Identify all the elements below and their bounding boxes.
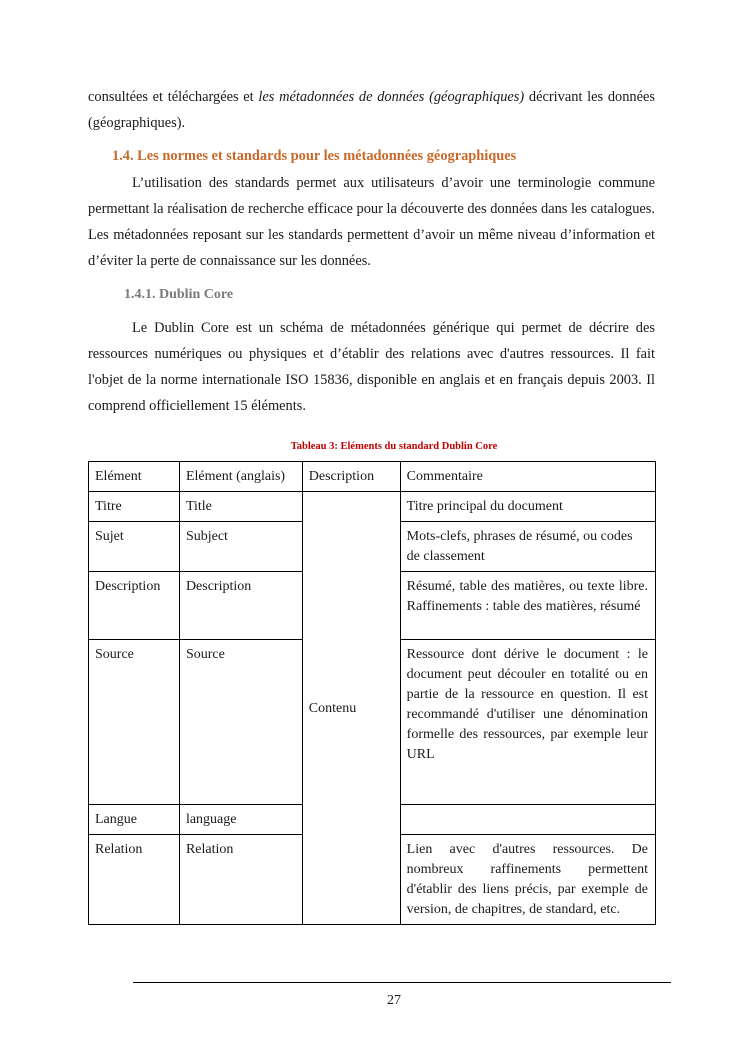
section-heading-1-4-1: 1.4.1. Dublin Core: [124, 287, 234, 302]
header-element-english: Elément (anglais): [179, 462, 302, 492]
section-heading-1-4: 1.4. Les normes et standards pour les métadonnées géographiques: [112, 148, 517, 164]
header-description: Description: [302, 462, 400, 492]
cell-element: Sujet: [89, 522, 180, 572]
intro-paragraph: [88, 84, 655, 136]
cell-element: Source: [89, 640, 180, 805]
cell-comment: Titre principal du document: [400, 492, 655, 522]
header-element: Elément: [89, 462, 180, 492]
footer-divider: [133, 982, 671, 983]
cell-english: Title: [179, 492, 302, 522]
cell-element: Titre: [89, 492, 180, 522]
table-header-row: [89, 462, 656, 492]
cell-comment: Ressource dont dérive le document : le document peut découler en totalité ou en partie de la ressource en question. Il est recommandé d'utiliser une dénomination formelle des ressources, par exemple leur URL: [400, 640, 655, 805]
cell-element: Langue: [89, 805, 180, 835]
intro-text-2: décrivant les données (géographiques).: [88, 89, 655, 131]
table-caption: Tableau 3: Eléments du standard Dublin Core: [290, 441, 498, 452]
dublin-core-table: [88, 461, 656, 925]
intro-text-1: consultées et téléchargées et: [88, 89, 259, 105]
cell-english: Relation: [179, 835, 302, 925]
cell-comment: Lien avec d'autres ressources. De nombreux raffinements permettent d'établir des liens précis, par exemple de version, de chapitres, de standard, etc.: [400, 835, 655, 925]
intro-text-italic: les métadonnées de données (géographiques): [258, 89, 525, 105]
table-row: [89, 492, 656, 522]
cell-english: Description: [179, 572, 302, 640]
cell-description-merged: Contenu: [302, 492, 400, 925]
cell-english: Subject: [179, 522, 302, 572]
cell-comment: Résumé, table des matières, ou texte libre. Raffinements : table des matières, résumé: [400, 572, 655, 640]
dublin-core-paragraph: Le Dublin Core est un schéma de métadonnées générique qui permet de décrire des ressources numériques ou physiques et d’établir des relations avec d'autres ressources. Il fait l'objet de la norme internationale ISO 15836, disponible en anglais et en français depuis 2003. Il comprend officiellement 15 éléments.: [88, 320, 655, 414]
cell-english: language: [179, 805, 302, 835]
cell-comment: [400, 805, 655, 835]
header-comment: Commentaire: [400, 462, 655, 492]
cell-english: Source: [179, 640, 302, 805]
cell-element: Description: [89, 572, 180, 640]
cell-comment: Mots-clefs, phrases de résumé, ou codes de classement: [400, 522, 655, 572]
cell-element: Relation: [89, 835, 180, 925]
page-number: 27: [387, 993, 401, 1008]
section-1-4-paragraph: L’utilisation des standards permet aux utilisateurs d’avoir une terminologie commune permettant la réalisation de recherche efficace pour la découverte des données dans les catalogues. Les métadonnées reposant sur les standards permettent d’avoir un même niveau d’information et d’éviter la perte de connaissance sur les données.: [88, 175, 655, 269]
